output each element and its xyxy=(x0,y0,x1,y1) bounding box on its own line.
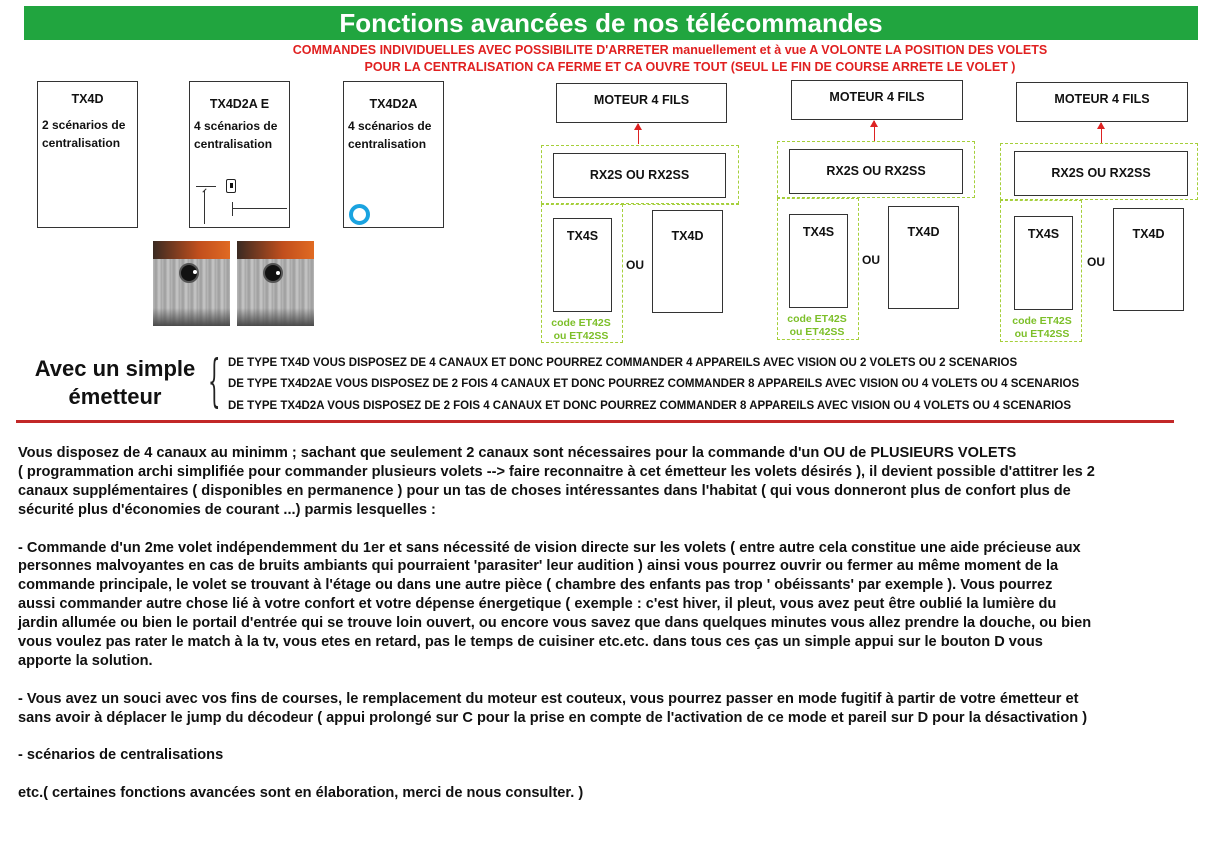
motor-box: MOTEUR 4 FILS xyxy=(791,80,963,120)
paragraph: - scénarios de centralisations xyxy=(18,747,224,764)
code-label: code ET42S ou ET42SS xyxy=(787,313,847,338)
motor-box: MOTEUR 4 FILS xyxy=(1016,82,1188,122)
simple-emitter-title: Avec un simple émetteur xyxy=(34,356,196,409)
paragraph: etc.( certaines fonctions avancées sont en élaboration, merci de nous consulter. ) xyxy=(18,785,584,802)
ring-icon xyxy=(349,204,370,225)
or-label: OU xyxy=(1087,255,1105,269)
remote-tx4d2a-card xyxy=(343,81,444,228)
arrow-up-icon xyxy=(1101,123,1102,143)
or-label: OU xyxy=(626,258,644,272)
remote-tx4d-card xyxy=(37,81,138,228)
tx4d-box: TX4D xyxy=(888,206,959,309)
remote-desc: 4 scénarios de centralisation xyxy=(194,119,278,151)
note-line-2: POUR LA CENTRALISATION CA FERME ET CA OUVRE TOUT (SEUL LE FIN DE COURSE ARRETE LE VOLET ) xyxy=(364,60,1016,74)
paragraph: - Commande d'un 2me volet indépendemment du 1er et sans nécessité de vision directe sur les volets ( entre autre cela constitue une aide précieuse aux personnes malvoyantes en cas de bruits ambiants qui pourraient 'parasiter' leur audition ) ainsi vous pourrez ouvrir ou fermer au même moment de la commande principale, le volet se trouvant à l'étage ou dans une autre pièce ( chambre des enfants pas trop ' obéissants' par exemple ). Vous pourrez aussi commander autre chose lié à votre confort et votre dépense énergetique ( exemple : c'est hiver, il pleut, vous avez peut être oublié la lumière du jardin allumée ou bien le portail d'entrée qui se trouve loin ouvert, ou encore vous savez que dans quelques minutes vous allez prendre la douche, ou bien vous voulez pas rater le match à la tv, vous etes en retard, pas le temps de cuisiner etc.etc. dans tous ces ças un simple appui sur le bouton D vous apporte la solution. xyxy=(18,539,1092,669)
or-label: OU xyxy=(862,253,880,267)
remote-photo-2 xyxy=(237,241,314,326)
note-line-1: COMMANDES INDIVIDUELLES AVEC POSSIBILITE D'ARRETER manuellement et à vue A VOLONTE LA POSITION DES VOLETS xyxy=(292,43,1048,57)
emitter-type-line: DE TYPE TX4D VOUS DISPOSEZ DE 4 CANAUX ET DONC POURREZ COMMANDER 4 APPAREILS AVEC VISION OU 2 VOLETS OU 2 SCENARIOS xyxy=(228,357,1018,369)
tx4s-box: TX4S xyxy=(789,214,848,308)
receiver-box: RX2S OU RX2SS xyxy=(553,153,726,198)
emitter-type-line: DE TYPE TX4D2A VOUS DISPOSEZ DE 2 FOIS 4 CANAUX ET DONC POURREZ COMMANDER 8 APPAREILS AVEC VISION OU 4 VOLETS OU 4 SCENARIOS xyxy=(228,400,1072,412)
tx4d-box: TX4D xyxy=(1113,208,1184,311)
tx4s-box: TX4S xyxy=(1014,216,1073,310)
motor-box: MOTEUR 4 FILS xyxy=(556,83,727,123)
receiver-box: RX2S OU RX2SS xyxy=(1014,151,1188,196)
code-label: code ET42S ou ET42SS xyxy=(1012,315,1072,340)
zone-divider xyxy=(623,204,739,205)
arrow-up-icon xyxy=(874,121,875,141)
page-title: Fonctions avancées de nos télécommandes xyxy=(24,6,1198,40)
paragraph: Vous disposez de 4 canaux au minimm ; sachant que seulement 2 canaux sont nécessaires pour la commande d'un OU de PLUSIEURS VOLETS ( programmation archi simplifiée pour commander plusieurs volets --> faire reconnaitre à cet émetteur les volets désirés ), il devient possible d'attitrer les 2 canaux supplémentaires ( disponibles en permanence ) pour un tas de choses intéressantes dans l'habitat ( qui vous donneront plus de confort plus de sécurité plus d'économies de courant ...) parmis lesquelles : xyxy=(18,445,1095,518)
body-text xyxy=(18,444,1194,822)
receiver-box: RX2S OU RX2SS xyxy=(789,149,963,194)
emitter-type-line: DE TYPE TX4D2AE VOUS DISPOSEZ DE 2 FOIS 4 CANAUX ET DONC POURREZ COMMANDER 8 APPAREILS AVEC VISION OU 4 VOLETS OU 4 SCENARIOS xyxy=(228,378,1080,390)
remote-desc: 4 scénarios de centralisation xyxy=(348,119,432,151)
brace-icon: { xyxy=(208,349,221,414)
remote-desc: 2 scénarios de centralisation xyxy=(42,118,126,150)
section-divider xyxy=(16,420,1174,423)
tx4s-box: TX4S xyxy=(553,218,612,312)
arrow-up-icon xyxy=(638,124,639,144)
remote-tx4d2ae-card xyxy=(189,81,290,228)
remote-name: TX4D xyxy=(71,92,104,106)
code-label: code ET42S ou ET42SS xyxy=(551,317,611,342)
remote-name: TX4D2A E xyxy=(209,97,270,111)
paragraph: - Vous avez un souci avec vos fins de courses, le remplacement du moteur est couteux, vous pourrez passer en mode fugitif à partir de votre émetteur et sans avoir à déplacer le jump du décodeur ( appui prolongé sur C pour la prise en compte de l'activation de ce mode et pareil sur D pour la désactivation ) xyxy=(18,690,1088,726)
tx4d-box: TX4D xyxy=(652,210,723,313)
remote-photo-1 xyxy=(153,241,230,326)
remote-name: TX4D2A xyxy=(369,97,418,111)
